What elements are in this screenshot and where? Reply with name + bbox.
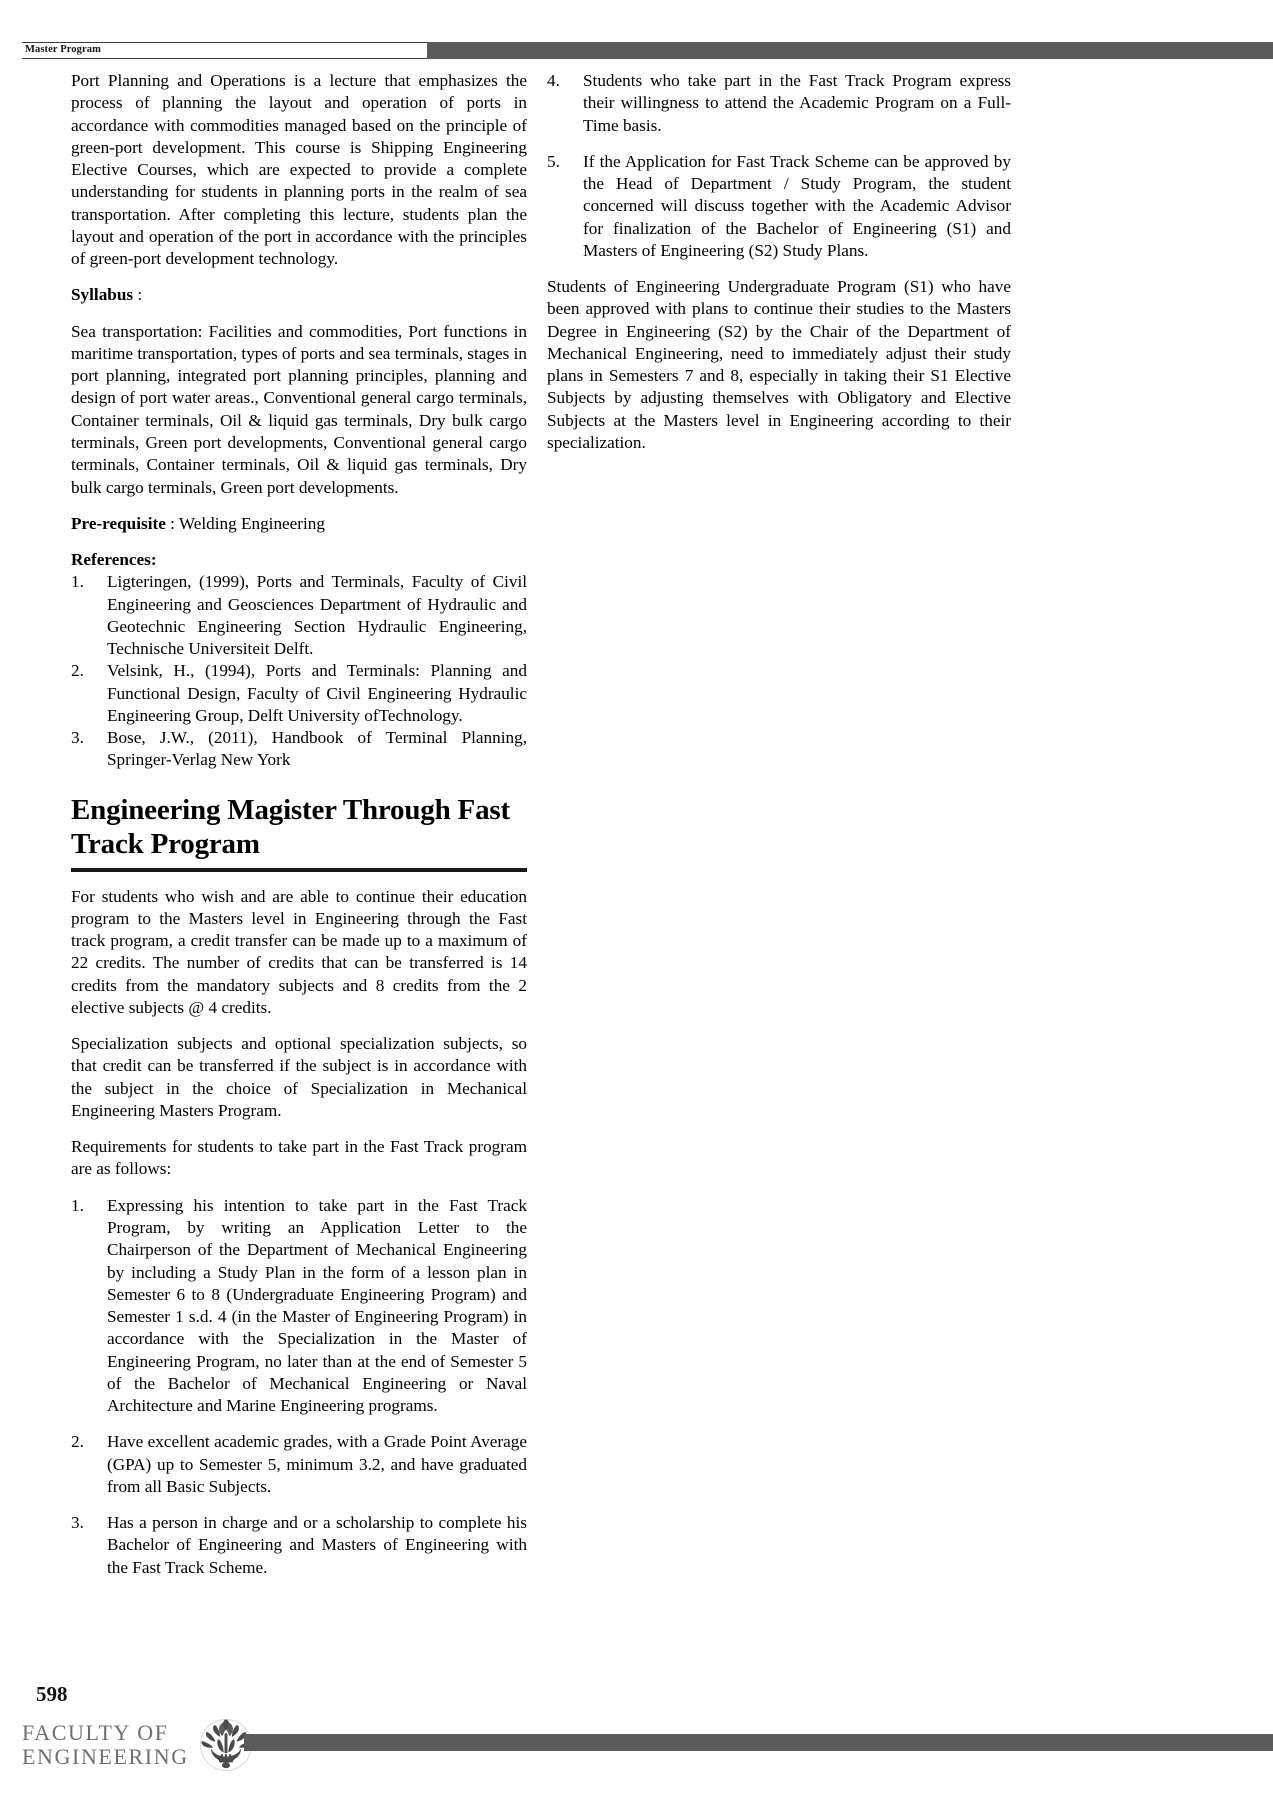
syllabus-body: Sea transportation: Facilities and commodities, Port functions in maritime transportation, types of ports and sea terminals, stages in port planning, integrated port planning principles, planning and design of port water areas., Conventional general cargo terminals, Container terminals, Oil & liquid gas terminals, Dry bulk cargo terminals, Green port developments, Conventional general cargo terminals, Container terminals, Oil & liquid gas terminals, Dry bulk cargo terminals, Green port developments. — [71, 321, 527, 497]
prerequisite-value: : Welding Engineering — [165, 513, 325, 533]
fast-track-paragraph-1: For students who wish and are able to continue their education program to the Masters level in Engineering through the Fast track program, a credit transfer can be made up to a maximum of 22 credits. The number of credits that can be transferred is 14 credits from the mandatory subjects and 8 credits from the 2 elective subjects @ 4 credits. — [71, 886, 527, 1017]
requirements-list — [71, 1195, 527, 1579]
left-column — [71, 70, 527, 1593]
list-marker: 5. — [547, 151, 560, 171]
fast-track-paragraph-2: Specialization subjects and optional specialization subjects, so that credit can be transferred if the subject is in accordance with the subject in the choice of Specialization in Mechanical Engineering Masters Program. — [71, 1034, 527, 1120]
requirements-intro: Requirements for students to take part in the Fast Track program are as follows: — [71, 1137, 527, 1179]
requirements-list-continued — [547, 70, 1011, 262]
running-header — [22, 42, 1273, 59]
references-label-text: References: — [71, 550, 157, 570]
right-column — [547, 70, 1011, 468]
list-item — [71, 727, 527, 772]
list-text: Bose, J.W., (2011), Handbook of Terminal Planning, Springer-Verlag New York — [107, 728, 527, 770]
references-list — [71, 571, 527, 771]
list-text: Has a person in charge and or a scholarship to complete his Bachelor of Engineering and Masters of Engineering with the Fast Track Scheme. — [107, 1513, 527, 1577]
running-header-bar — [427, 42, 1273, 59]
faculty-logo — [22, 1716, 255, 1774]
list-text: Students who take part in the Fast Track Program express their willingness to attend the Academic Program on a Full-Time basis. — [583, 71, 1011, 135]
intro-paragraph: Port Planning and Operations is a lecture that emphasizes the process of planning the layout and operation of ports in accordance with commodities managed based on the principle of green-port development. This course is Shipping Engineering Elective Courses, which are expected to provide a complete understanding for students in planning ports in the realm of sea transportation. After completing this lecture, students plan the layout and operation of the port in accordance with the principles of green-port development technology. — [71, 71, 527, 269]
list-text: Velsink, H., (1994), Ports and Terminals: Planning and Functional Design, Faculty of Civil Engineering Hydraulic Engineering Group, Delft University ofTechnology. — [107, 661, 527, 725]
prerequisite-label: Pre-requisite — [71, 513, 166, 533]
list-item — [71, 1512, 527, 1579]
section-heading: Engineering Magister Through Fast Track Program — [71, 793, 510, 860]
faculty-wordmark — [22, 1721, 189, 1769]
wordmark-line-2: ENGINEERING — [22, 1744, 189, 1769]
list-text: If the Application for Fast Track Scheme can be approved by the Head of Department / Study Program, the student concerned will discuss together with the Academic Advisor for finalization of the Bachelor of Engineering (S1) and Masters of Engineering (S2) Study Plans. — [583, 151, 1011, 260]
running-header-title-box — [22, 42, 427, 59]
list-item — [71, 1431, 527, 1498]
list-text: Ligteringen, (1999), Ports and Terminals, Faculty of Civil Engineering and Geosciences Department of Hydraulic and Geotechnic Engineering Section Hydraulic Engineering, Technische Universiteit Delft. — [107, 572, 527, 659]
section-heading-rule — [71, 868, 527, 872]
list-marker: 2. — [71, 1432, 84, 1452]
syllabus-separator: : — [133, 285, 143, 305]
running-header-title: Master Program — [25, 44, 101, 56]
prerequisite-line — [71, 513, 527, 535]
list-item — [547, 70, 1011, 137]
list-marker: 3. — [71, 1513, 84, 1533]
syllabus-line — [71, 284, 527, 306]
footer-bar — [244, 1734, 1273, 1751]
references-label — [71, 549, 527, 571]
list-marker: 1. — [71, 572, 84, 592]
list-item — [71, 571, 527, 660]
closing-paragraph: Students of Engineering Undergraduate Program (S1) who have been approved with plans to continue their studies to the Masters Degree in Engineering (S2) by the Chair of the Department of Mechanical Engineering, need to immediately adjust their study plans in Semesters 7 and 8, especially in taking their S1 Elective Subjects by adjusting themselves with Obligatory and Elective Subjects at the Masters level in Engineering according to their specialization. — [547, 277, 1011, 452]
list-item — [71, 1195, 527, 1418]
list-item — [547, 151, 1011, 262]
wordmark-line-1: FACULTY OF — [22, 1720, 169, 1746]
list-marker: 2. — [71, 661, 84, 681]
list-marker: 1. — [71, 1195, 84, 1215]
syllabus-label: Syllabus — [71, 285, 134, 305]
list-marker: 3. — [71, 728, 84, 748]
list-text: Have excellent academic grades, with a Grade Point Average (GPA) up to Semester 5, minimum 3.2, and have graduated from all Basic Subjects. — [107, 1432, 527, 1496]
list-marker: 4. — [547, 71, 560, 90]
list-item — [71, 660, 527, 727]
page-number: 598 — [36, 1682, 68, 1706]
list-text: Expressing his intention to take part in the Fast Track Program, by writing an Application Letter to the Chairperson of the Department of Mechanical Engineering by including a Study Plan in the form of a lesson plan in Semester 6 to 8 (Undergraduate Engineering Program) and Semester 1 s.d. 4 (in the Master of Engineering Program) in accordance with the Specialization in the Master of Engineering Program, no later than at the end of Semester 5 of the Bachelor of Mechanical Engineering or Naval Architecture and Marine Engineering programs. — [107, 1195, 527, 1416]
page-footer — [22, 1716, 1273, 1776]
